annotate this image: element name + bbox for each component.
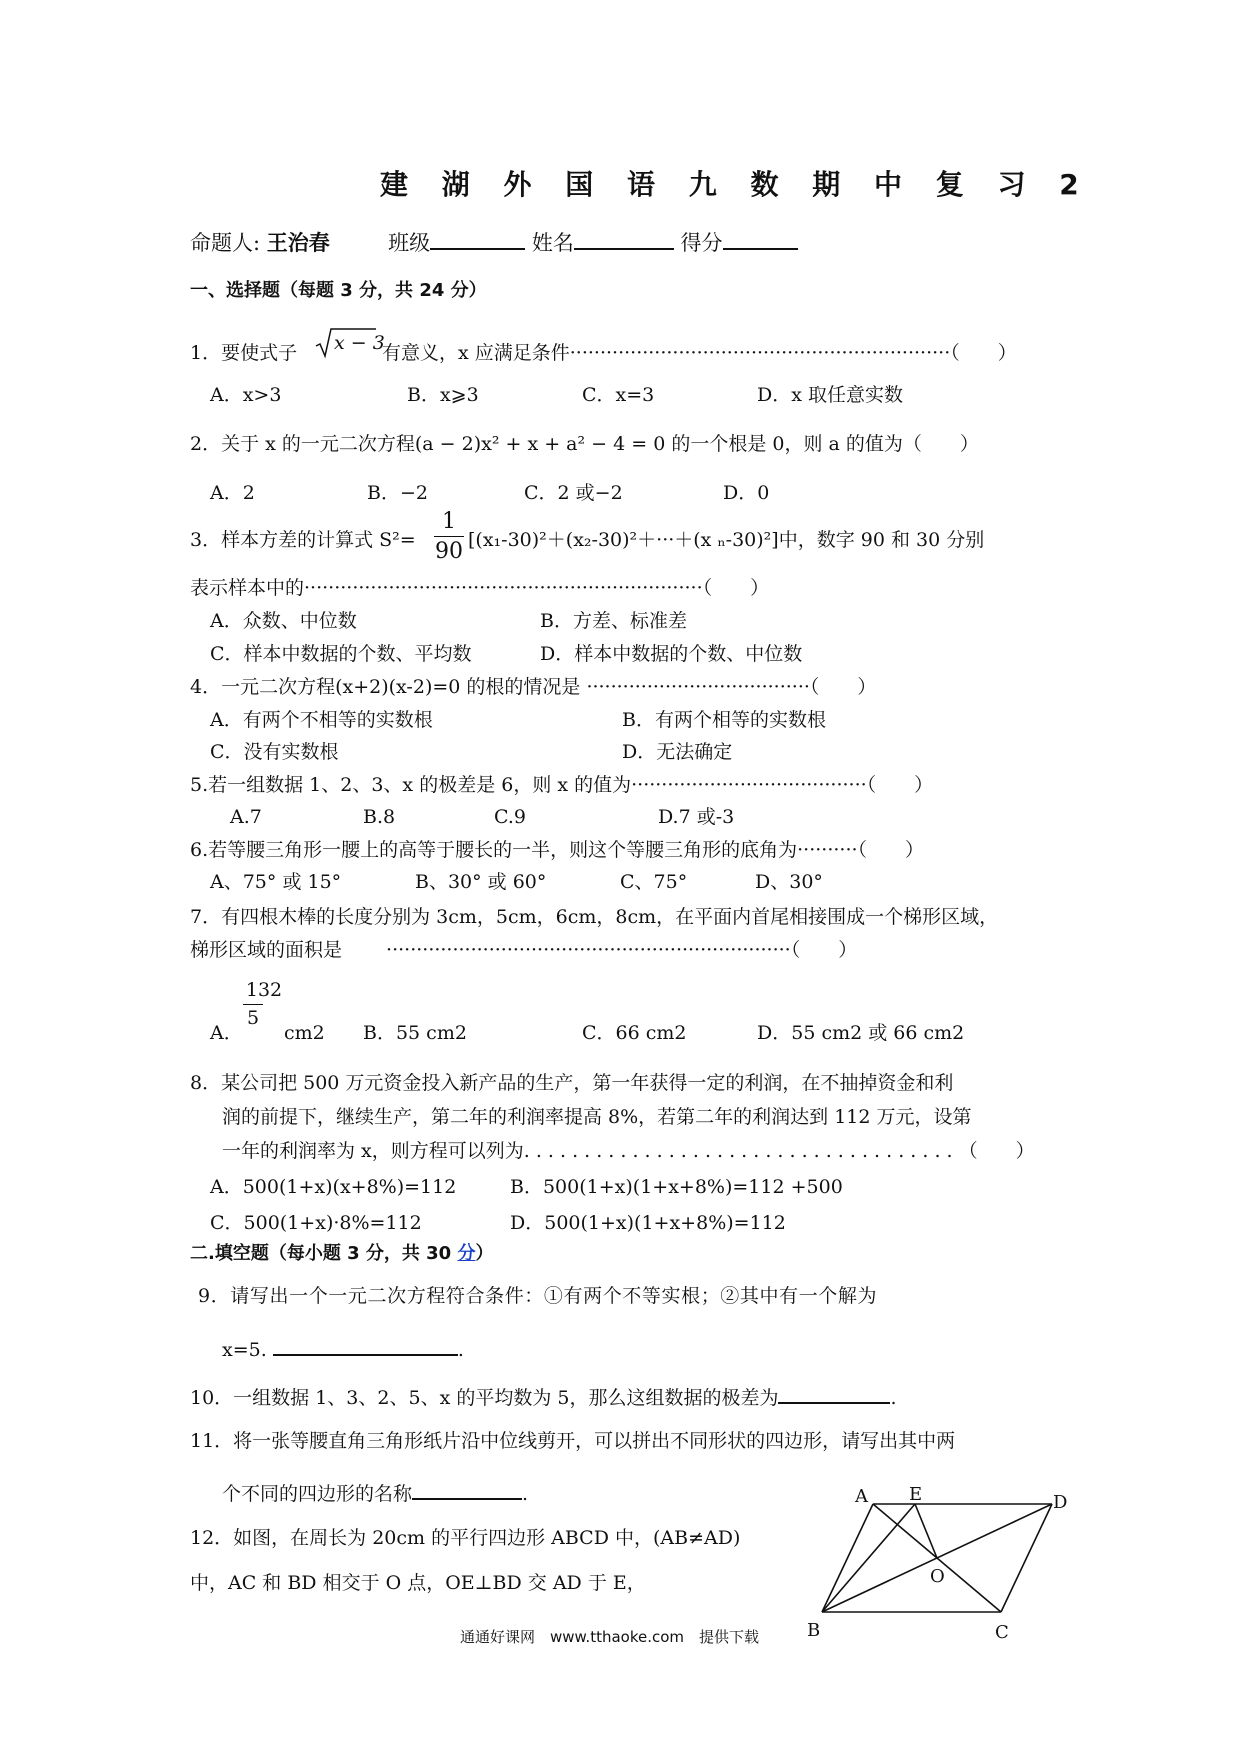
q4-option-b: B．有两个相等的实数根	[622, 709, 826, 731]
q8-stem-c: 一年的利润率为 x，则方程可以列为. . . . . . . . . . . . . . . . . . . . . . . . . . . . . . . . . . . . （ ）	[222, 1140, 1035, 1162]
q7-stem-a: 7．有四根木棒的长度分别为 3cm，5cm，6cm，8cm，在平面内首尾相接围成一个梯形区域，	[190, 906, 999, 928]
q5-option-c: C.9	[494, 806, 526, 828]
q7-stem-b: 梯形区域的面积是 ···································································（ ）	[190, 939, 858, 961]
q6-option-b: B、30° 或 60°	[415, 871, 547, 893]
q6-option-d: D、30°	[755, 871, 823, 893]
q3-option-b: B．方差、标准差	[540, 610, 687, 632]
q6-option-a: A、75° 或 15°	[210, 871, 342, 893]
q2-option-b: B．−2	[367, 482, 428, 504]
q11-stem-a: 11．将一张等腰直角三角形纸片沿中位线剪开，可以拼出不同形状的四边形，请写出其中两	[190, 1430, 956, 1452]
q3-frac-num: 1	[442, 509, 456, 534]
q3-stem-a: 3．样本方差的计算式 S²=	[190, 529, 416, 551]
label-c: C	[995, 1622, 1009, 1643]
q3-option-d: D．样本中数据的个数、中位数	[540, 643, 803, 665]
section2-heading	[190, 1241, 493, 1267]
q7-option-d: D．55 cm2 或 66 cm2	[757, 1022, 965, 1044]
q1-radicand: x − 3	[334, 332, 385, 354]
q3-fraction	[434, 508, 464, 567]
exam-header	[190, 228, 798, 256]
name-blank[interactable]	[574, 228, 674, 250]
q4-stem: 4．一元二次方程(x+2)(x-2)=0 的根的情况是 ·····································（ ）	[190, 676, 877, 698]
q3-stem-c: 表示样本中的··································································（ ）	[190, 577, 770, 599]
q10-tail: .	[890, 1387, 897, 1409]
label-d: D	[1053, 1492, 1068, 1513]
segment-eb	[822, 1504, 915, 1612]
section1-heading: 一、选择题（每题 3 分，共 24 分）	[190, 280, 487, 301]
q8-option-c: C．500(1+x)·8%=112	[210, 1212, 422, 1234]
class-label: 班级	[388, 231, 431, 255]
q2-option-a: A．2	[210, 482, 255, 504]
q7-frac-num: 132	[245, 979, 283, 1001]
section2-heading-text: 二.填空题（每小题 3 分，共 30	[190, 1243, 458, 1264]
score-label: 得分	[680, 231, 723, 255]
name-label: 姓名	[531, 231, 574, 255]
parallelogram-figure	[805, 1484, 1068, 1648]
author-name: 王治春	[266, 231, 330, 255]
section2-heading-close: ）	[475, 1243, 494, 1264]
q5-stem: 5.若一组数据 1、2、3、x 的极差是 6，则 x 的值为·······································（ ）	[190, 774, 934, 796]
segment-eo	[915, 1504, 937, 1558]
q1-option-d: D．x 取任意实数	[757, 384, 903, 406]
q5-option-a: A.7	[230, 806, 262, 828]
side-cd	[1001, 1504, 1052, 1612]
q11-line-b	[222, 1478, 528, 1507]
q7-option-a-prefix: A．	[210, 1022, 243, 1044]
q1-option-b: B．x⩾3	[407, 384, 479, 406]
q1-stem-b: 有意义，x 应满足条件·······························································（ ）	[382, 342, 1017, 364]
label-b: B	[807, 1620, 821, 1641]
q4-option-c: C．没有实数根	[210, 741, 339, 763]
q7-frac-den: 5	[243, 1004, 263, 1031]
q3-stem-b: [(x₁-30)²＋(x₂-30)²＋···＋(x ₙ-30)²]中，数字 90 和 30 分别	[468, 529, 985, 551]
q8-stem-b: 润的前提下，继续生产，第二年的利润率提高 8%，若第二年的利润达到 112 万元，设第	[222, 1106, 972, 1128]
author-label: 命题人:	[190, 231, 261, 255]
q8-option-b: B．500(1+x)(1+x+8%)=112 +500	[510, 1176, 843, 1198]
label-a: A	[855, 1486, 868, 1507]
q6-option-c: C、75°	[620, 871, 688, 893]
side-ab	[822, 1504, 873, 1612]
q10-line	[190, 1382, 897, 1411]
q5-option-b: B.8	[363, 806, 396, 828]
q7-option-b: B．55 cm2	[363, 1022, 467, 1044]
label-e: E	[909, 1484, 923, 1505]
q10-stem: 10．一组数据 1、3、2、5、x 的平均数为 5，那么这组数据的极差为	[190, 1387, 779, 1409]
q7-option-c: C．66 cm2	[582, 1022, 687, 1044]
q2-option-d: D．0	[723, 482, 770, 504]
class-blank[interactable]	[430, 228, 525, 250]
page-footer: 通通好课网 www.tthaoke.com 提供下载	[460, 1628, 760, 1646]
label-o: O	[930, 1566, 945, 1587]
q6-stem: 6.若等腰三角形一腰上的高等于腰长的一半，则这个等腰三角形的底角为··········（ ）	[190, 839, 925, 861]
q9-stem-a: 9．请写出一个一元二次方程符合条件：①有两个不等实根；②其中有一个解为	[198, 1285, 878, 1307]
q4-option-a: A．有两个不相等的实数根	[210, 709, 433, 731]
q7-option-a-fraction	[243, 976, 285, 1031]
q9-stem-b: x=5.	[222, 1339, 267, 1361]
q1-stem-a: 1．要使式子	[190, 342, 298, 364]
q10-answer-blank[interactable]	[778, 1382, 890, 1404]
q9-answer-line	[222, 1334, 464, 1363]
q8-option-a: A．500(1+x)(x+8%)=112	[210, 1176, 457, 1198]
q4-option-d: D．无法确定	[622, 741, 733, 763]
q11-answer-blank[interactable]	[412, 1478, 522, 1500]
q11-tail: .	[522, 1483, 529, 1505]
q1-option-a: A．x>3	[210, 384, 282, 406]
q1-option-c: C．x=3	[582, 384, 655, 406]
q2-stem: 2．关于 x 的一元二次方程(a − 2)x² + x + a² − 4 = 0 的一个根是 0，则 a 的值为（ ）	[190, 433, 979, 455]
q5-option-d: D.7 或-3	[658, 806, 735, 828]
section2-heading-link[interactable]: 分	[457, 1243, 476, 1264]
q2-option-c: C．2 或−2	[524, 482, 623, 504]
q9-tail: .	[457, 1339, 464, 1361]
q3-option-a: A．众数、中位数	[210, 610, 357, 632]
q11-stem-b: 个不同的四边形的名称	[222, 1483, 413, 1505]
q9-answer-blank[interactable]	[273, 1334, 458, 1356]
q12-stem-a: 12．如图，在周长为 20cm 的平行四边形 ABCD 中，(AB≠AD)	[190, 1527, 741, 1549]
page-title: 建 湖 外 国 语 九 数 期 中 复 习 2	[380, 168, 1091, 201]
q8-stem-a: 8．某公司把 500 万元资金投入新产品的生产，第一年获得一定的利润，在不抽掉资金和利	[190, 1072, 954, 1094]
q12-stem-b: 中，AC 和 BD 相交于 O 点，OE⊥BD 交 AD 于 E，	[190, 1572, 646, 1594]
q3-option-c: C．样本中数据的个数、平均数	[210, 643, 472, 665]
q3-frac-den: 90	[434, 536, 464, 567]
q8-option-d: D．500(1+x)(1+x+8%)=112	[510, 1212, 786, 1234]
score-blank[interactable]	[723, 228, 798, 250]
q7-option-a-unit: cm2	[284, 1022, 325, 1044]
